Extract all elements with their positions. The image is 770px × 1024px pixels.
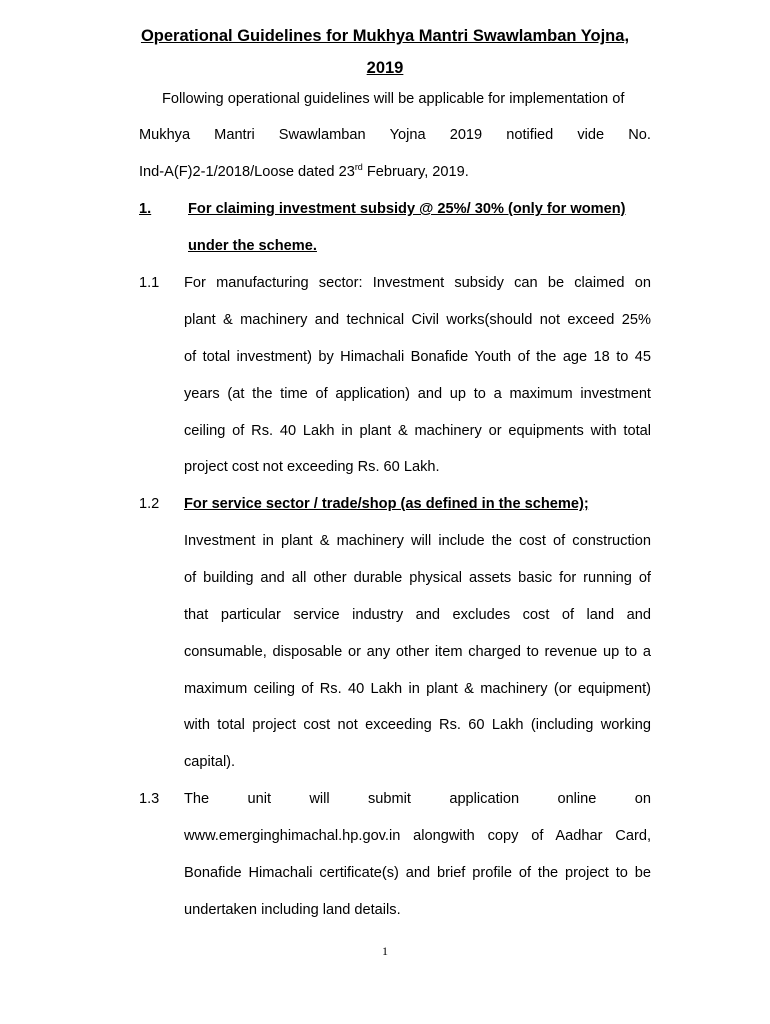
item-1-1-line: of total investment) by Himachali Bonafide Youth of the age 18 to 45 (184, 349, 651, 365)
item-1-1-line: project cost not exceeding Rs. 60 Lakh. (184, 459, 440, 475)
item-1-3-line: Bonafide Himachali certificate(s) and brief profile of the project to be (184, 865, 651, 881)
item-1-1-line: For manufacturing sector: Investment subsidy can be claimed on (184, 275, 651, 291)
intro-line-2 (139, 126, 651, 144)
item-1-1-number: 1.1 (139, 275, 160, 291)
item-1-2-line: consumable, disposable or any other item charged to revenue up to a (184, 644, 651, 660)
item-1-2-heading: For service sector / trade/shop (as defined in the scheme); (184, 496, 589, 512)
intro-word: Mukhya (139, 127, 191, 143)
item-1-3-word: The (184, 791, 210, 807)
notification-date: February, 2019. (362, 164, 469, 180)
document-title: Operational Guidelines for Mukhya Mantri Swawlamban Yojna, (140, 27, 630, 45)
item-1-3-word: submit (368, 791, 411, 807)
document-title-year: 2019 (366, 59, 404, 77)
intro-word: Mantri (214, 127, 255, 143)
intro-word: Swawlamban (278, 127, 366, 143)
item-1-3-line: www.emerginghimachal.hp.gov.in alongwith copy of Aadhar Card, (184, 828, 651, 844)
intro-line-3 (139, 163, 469, 181)
intro-word: notified (506, 127, 554, 143)
intro-word: vide (577, 127, 605, 143)
item-1-2-line: capital). (184, 754, 236, 770)
intro-word: No. (628, 127, 651, 143)
section-1-heading-line-1: For claiming investment subsidy @ 25%/ 30% (only for women) (188, 201, 626, 217)
intro-word: 2019 (449, 127, 483, 143)
item-1-3-word: online (557, 791, 597, 807)
item-1-3-word: unit (247, 791, 272, 807)
item-1-2-number: 1.2 (139, 496, 160, 512)
intro-word: Yojna (389, 127, 426, 143)
item-1-2-line: maximum ceiling of Rs. 40 Lakh in plant & machinery (or equipment) (184, 681, 651, 697)
item-1-3-line: undertaken including land details. (184, 902, 401, 918)
item-1-1-line: ceiling of Rs. 40 Lakh in plant & machinery or equipments with total (184, 423, 651, 439)
item-1-2-line: Investment in plant & machinery will include the cost of construction (184, 533, 651, 549)
section-1-heading-line-2: under the scheme. (188, 238, 317, 254)
item-1-1-line: plant & machinery and technical Civil works(should not exceed 25% (184, 312, 651, 328)
section-1-number: 1. (139, 201, 152, 217)
item-1-3-word: on (634, 791, 651, 807)
intro-line-1: Following operational guidelines will be applicable for implementation of (162, 91, 625, 107)
page-number: 1 (382, 944, 388, 958)
notification-ref: Ind-A(F)2-1/2018/Loose dated 23 (139, 164, 355, 180)
item-1-2-line: that particular service industry and excludes cost of land and (184, 607, 651, 623)
item-1-3-word: will (309, 791, 330, 807)
item-1-2-line: with total project cost not exceeding Rs. 60 Lakh (including working (184, 717, 651, 733)
item-1-1-line: years (at the time of application) and up to a maximum investment (184, 386, 651, 402)
item-1-3-word: application (449, 791, 520, 807)
item-1-3-line-1 (184, 790, 651, 808)
item-1-3-number: 1.3 (139, 791, 160, 807)
date-suffix: rd (354, 162, 363, 172)
item-1-2-line: of building and all other durable physical assets basic for running of (184, 570, 651, 586)
